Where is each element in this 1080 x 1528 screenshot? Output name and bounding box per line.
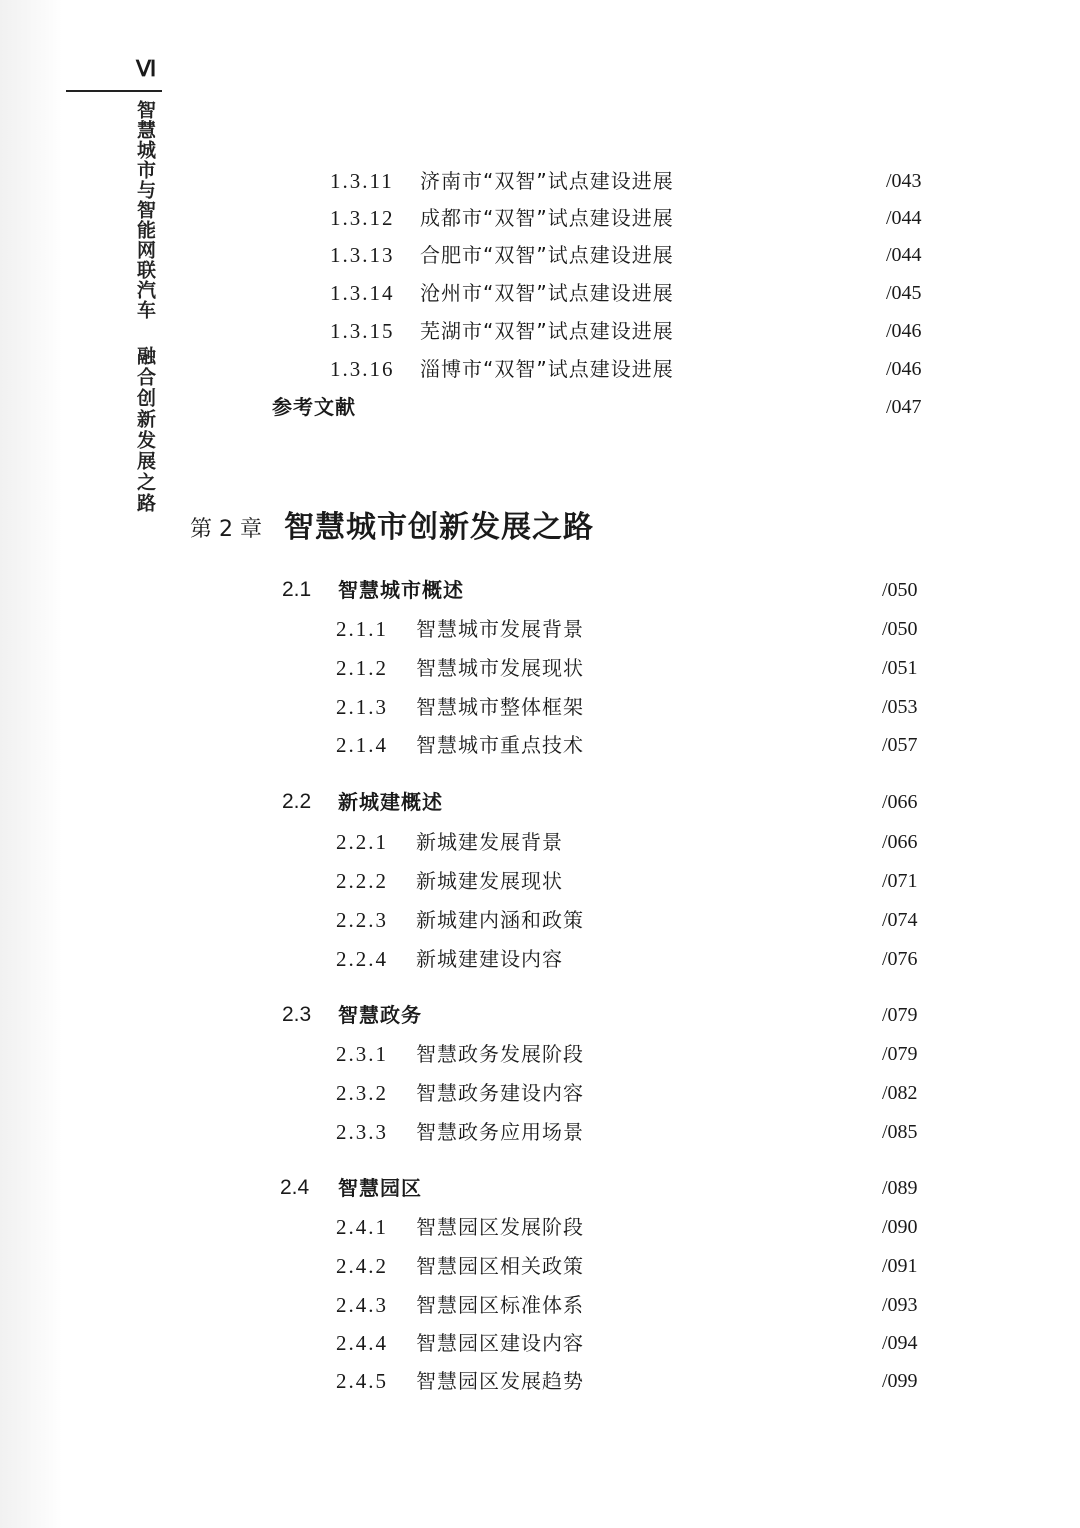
toc-section-number: 2.2: [282, 790, 312, 813]
toc-entry-title: 智慧城市整体框架: [416, 695, 584, 719]
toc-entry-page: /090: [882, 1216, 918, 1238]
toc-section-title: 新城建概述: [338, 790, 443, 814]
toc-entry-page: /079: [882, 1043, 918, 1065]
toc-entry[interactable]: [336, 690, 942, 724]
toc-entry[interactable]: [330, 238, 940, 272]
running-subtitle: 融合创新发展之路: [134, 346, 156, 514]
toc-entry-number: 2.1.1: [336, 617, 388, 641]
toc-entry-title: 成都市“双智”试点建设进展: [420, 206, 674, 230]
toc-entry-title: 芜湖市“双智”试点建设进展: [420, 319, 674, 343]
toc-entry-title: 济南市“双智”试点建设进展: [420, 169, 674, 193]
toc-entry-page: /066: [882, 831, 918, 853]
toc-entry[interactable]: [336, 612, 942, 646]
toc-entry-page: /085: [882, 1121, 918, 1143]
toc-entry-page: /043: [886, 170, 922, 192]
toc-entry-title: 智慧城市发展现状: [416, 656, 584, 680]
toc-section[interactable]: [282, 573, 942, 607]
toc-entry[interactable]: [336, 1076, 942, 1110]
toc-entry-page: /074: [882, 909, 918, 931]
toc-entry-page: /076: [882, 948, 918, 970]
toc-entry-page: /082: [882, 1082, 918, 1104]
toc-entry-page: /050: [882, 618, 918, 640]
toc-section-page: /089: [882, 1177, 918, 1199]
toc-entry-number: 2.1.4: [336, 733, 388, 757]
toc-section[interactable]: [280, 1171, 942, 1205]
header-rule: [66, 90, 162, 92]
toc-entry-title: 新城建发展现状: [416, 869, 563, 893]
toc-entry[interactable]: [336, 1288, 942, 1322]
toc-entry[interactable]: [336, 864, 942, 898]
toc-entry[interactable]: [336, 903, 942, 937]
toc-entry-title: 新城建建设内容: [416, 947, 563, 971]
toc-entry[interactable]: [330, 352, 940, 386]
toc-entry-title: 智慧城市发展背景: [416, 617, 584, 641]
toc-section-number: 2.3: [282, 1003, 312, 1026]
toc-entry[interactable]: [330, 314, 940, 348]
toc-entry-title: 智慧园区相关政策: [416, 1254, 584, 1278]
toc-entry-title: 沧州市“双智”试点建设进展: [420, 281, 674, 305]
toc-entry-number: 1.3.11: [330, 169, 394, 193]
toc-entry[interactable]: [336, 1249, 942, 1283]
toc-entry-number: 2.4.5: [336, 1369, 388, 1393]
toc-entry[interactable]: [330, 201, 940, 235]
toc-entry-page: /044: [886, 207, 922, 229]
toc-entry-number: 2.3.1: [336, 1042, 388, 1066]
running-title: 智慧城市与智能网联汽车: [134, 100, 156, 320]
toc-entry-page: /071: [882, 870, 918, 892]
toc-entry-number: 2.4.2: [336, 1254, 388, 1278]
toc-entry[interactable]: [336, 942, 942, 976]
toc-section[interactable]: [282, 785, 942, 819]
toc-entry[interactable]: [336, 728, 942, 762]
toc-section-title: 智慧城市概述: [338, 578, 464, 602]
toc-entry-page: /094: [882, 1332, 918, 1354]
toc-entry-title: 智慧政务发展阶段: [416, 1042, 584, 1066]
references-title: 参考文献: [272, 395, 356, 419]
toc-entry-number: 2.3.3: [336, 1120, 388, 1144]
toc-entry[interactable]: [336, 1364, 942, 1398]
toc-entry-page: /046: [886, 320, 922, 342]
toc-entry-page: /053: [882, 696, 918, 718]
toc-entry-title: 新城建内涵和政策: [416, 908, 584, 932]
toc-entry[interactable]: [330, 164, 940, 198]
toc-entry-number: 2.2.1: [336, 830, 388, 854]
toc-entry-page: /044: [886, 244, 922, 266]
toc-section-page: /079: [882, 1004, 918, 1026]
toc-entry-number: 2.2.3: [336, 908, 388, 932]
toc-entry-number: 2.4.4: [336, 1331, 388, 1355]
toc-section-number: 2.4: [280, 1176, 310, 1199]
toc-entry-title: 智慧政务建设内容: [416, 1081, 584, 1105]
toc-entry-number: 1.3.15: [330, 319, 395, 343]
references-page: /047: [886, 396, 922, 418]
toc-section-page: /050: [882, 579, 918, 601]
toc-entry[interactable]: [336, 651, 942, 685]
toc-entry-title: 智慧园区建设内容: [416, 1331, 584, 1355]
toc-entry-number: 2.1.2: [336, 656, 388, 680]
toc-entry-title: 新城建发展背景: [416, 830, 563, 854]
toc-entry-number: 2.2.4: [336, 947, 388, 971]
toc-entry-title: 智慧园区发展阶段: [416, 1215, 584, 1239]
toc-entry-page: /045: [886, 282, 922, 304]
toc-entry-number: 2.3.2: [336, 1081, 388, 1105]
toc-entry-number: 2.2.2: [336, 869, 388, 893]
chapter-title: 智慧城市创新发展之路: [284, 510, 594, 545]
toc-entry-title: 智慧政务应用场景: [416, 1120, 584, 1144]
toc-entry[interactable]: [336, 825, 942, 859]
toc-section[interactable]: [282, 998, 942, 1032]
toc-entry-title: 智慧城市重点技术: [416, 733, 584, 757]
toc-entry-number: 1.3.16: [330, 357, 395, 381]
toc-entry-number: 2.1.3: [336, 695, 388, 719]
page-number: Ⅵ: [136, 56, 155, 81]
toc-entry-title: 淄博市“双智”试点建设进展: [420, 357, 674, 381]
toc-entry-title: 智慧园区发展趋势: [416, 1369, 584, 1393]
toc-section-page: /066: [882, 791, 918, 813]
toc-entry[interactable]: [336, 1037, 942, 1071]
toc-section-title: 智慧政务: [338, 1003, 422, 1027]
toc-entry[interactable]: [336, 1326, 942, 1360]
chapter-label: 第 2 章: [190, 517, 262, 542]
toc-entry-number: 2.4.1: [336, 1215, 388, 1239]
toc-entry-page: /091: [882, 1255, 918, 1277]
toc-entry-title: 合肥市“双智”试点建设进展: [420, 243, 674, 267]
toc-entry[interactable]: [330, 276, 940, 310]
toc-section-number: 2.1: [282, 578, 312, 601]
toc-section-title: 智慧园区: [338, 1176, 422, 1200]
toc-entry[interactable]: [336, 1115, 942, 1149]
toc-entry-page: /057: [882, 734, 918, 756]
toc-references[interactable]: [272, 390, 940, 424]
toc-entry-number: 1.3.12: [330, 206, 395, 230]
toc-entry-number: 1.3.13: [330, 243, 395, 267]
toc-entry-page: /093: [882, 1294, 918, 1316]
toc-entry-title: 智慧园区标准体系: [416, 1293, 584, 1317]
toc-entry-page: /046: [886, 358, 922, 380]
scan-edge-shadow: [0, 0, 62, 1528]
toc-entry-number: 2.4.3: [336, 1293, 388, 1317]
toc-entry-page: /051: [882, 657, 918, 679]
toc-entry-page: /099: [882, 1370, 918, 1392]
toc-entry-number: 1.3.14: [330, 281, 395, 305]
toc-entry[interactable]: [336, 1210, 942, 1244]
